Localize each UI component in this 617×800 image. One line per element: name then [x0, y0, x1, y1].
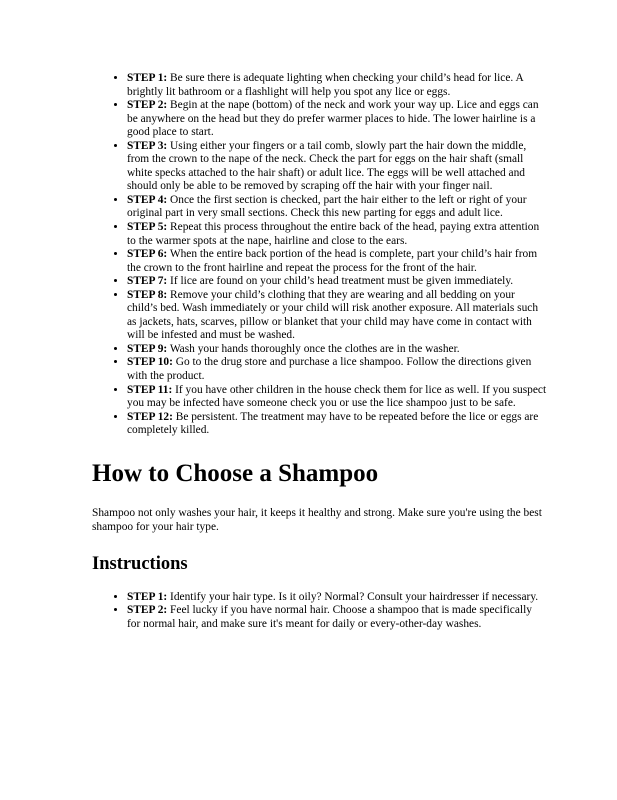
step-label: STEP 10:	[127, 356, 173, 369]
step-text: If lice are found on your child’s head treatment must be given immediately.	[167, 275, 514, 288]
step-label: STEP 11:	[127, 383, 173, 396]
step-text: Using either your fingers or a tail comb, slowly part the hair down the middle, from the crown to the nape of the neck. Check the part for eggs on the hair shaft (small white specks attached to the hair shaft) or adult lice. The eggs will be well attached and should only be able to be removed by scraping off the hair with your finger nail.	[127, 139, 527, 193]
lice-steps-list	[92, 72, 547, 438]
step-label: STEP 8:	[127, 288, 168, 301]
list-item	[127, 384, 547, 411]
step-text: When the entire back portion of the head is complete, part your child’s hair from the crown to the front hairline and repeat the process for the front of the hair.	[127, 248, 538, 274]
list-item	[127, 356, 547, 383]
list-item	[127, 604, 547, 631]
step-label: STEP 1:	[127, 590, 168, 603]
list-item	[127, 343, 547, 357]
step-text: Remove your child’s clothing that they are wearing and all bedding on your child’s bed. Wash immediately or your child will risk another exposure. All materials such as jackets, hats, scarves, pillow or blanket that your child may have come in contact with will be infested and must be washed.	[127, 288, 539, 342]
list-item	[127, 72, 547, 99]
section-title: How to Choose a Shampoo	[92, 459, 379, 487]
step-text: Wash your hands thoroughly once the clothes are in the washer.	[167, 342, 460, 355]
step-text: Once the first section is checked, part the hair either to the left or right of your original part in very small sections. Check this new parting for eggs and adult lice.	[127, 193, 527, 220]
step-label: STEP 9:	[127, 342, 168, 355]
step-text: Go to the drug store and purchase a lice shampoo. Follow the directions given with the product.	[127, 356, 532, 383]
step-text: Be persistent. The treatment may have to be repeated before the lice or eggs are completely killed.	[127, 410, 539, 437]
step-text: Begin at the nape (bottom) of the neck and work your way up. Lice and eggs can be anywhere on the head but they do prefer warmer places to hide. The lower hairline is a good place to start.	[127, 99, 539, 139]
step-label: STEP 2:	[127, 99, 168, 112]
step-label: STEP 12:	[127, 410, 173, 423]
shampoo-steps-list	[92, 591, 547, 632]
step-text: Identify your hair type. Is it oily? Normal? Consult your hairdresser if necessary.	[167, 590, 539, 603]
intro-paragraph: Shampoo not only washes your hair, it keeps it healthy and strong. Make sure you're using the best shampoo for your hair type.	[92, 506, 542, 533]
list-item	[127, 411, 547, 438]
list-item	[127, 194, 547, 221]
list-item	[127, 99, 547, 140]
instructions-heading: Instructions	[92, 553, 188, 574]
step-text: If you have other children in the house check them for lice as well. If you suspect you may be infected have someone check you or use the lice shampoo just to be safe.	[127, 383, 547, 410]
list-item	[127, 140, 547, 194]
step-label: STEP 7:	[127, 275, 168, 288]
list-item	[127, 221, 547, 248]
step-label: STEP 1:	[127, 72, 168, 84]
step-text: Feel lucky if you have normal hair. Choose a shampoo that is made specifically for normal hair, and make sure it's meant for daily or every-other-day washes.	[127, 604, 532, 630]
step-label: STEP 5:	[127, 221, 168, 234]
list-item	[127, 248, 547, 275]
step-label: STEP 2:	[127, 604, 168, 617]
step-label: STEP 6:	[127, 248, 168, 261]
step-text: Repeat this process throughout the entire back of the head, paying extra attention to the warmer spots at the nape, hairline and close to the ears.	[127, 221, 540, 247]
list-item	[127, 275, 547, 289]
step-label: STEP 3:	[127, 139, 168, 152]
list-item	[127, 289, 547, 343]
step-text: Be sure there is adequate lighting when checking your child’s head for lice. A brightly lit bathroom or a flashlight will help you spot any lice or eggs.	[127, 72, 524, 98]
step-label: STEP 4:	[127, 193, 168, 206]
list-item	[127, 591, 547, 605]
